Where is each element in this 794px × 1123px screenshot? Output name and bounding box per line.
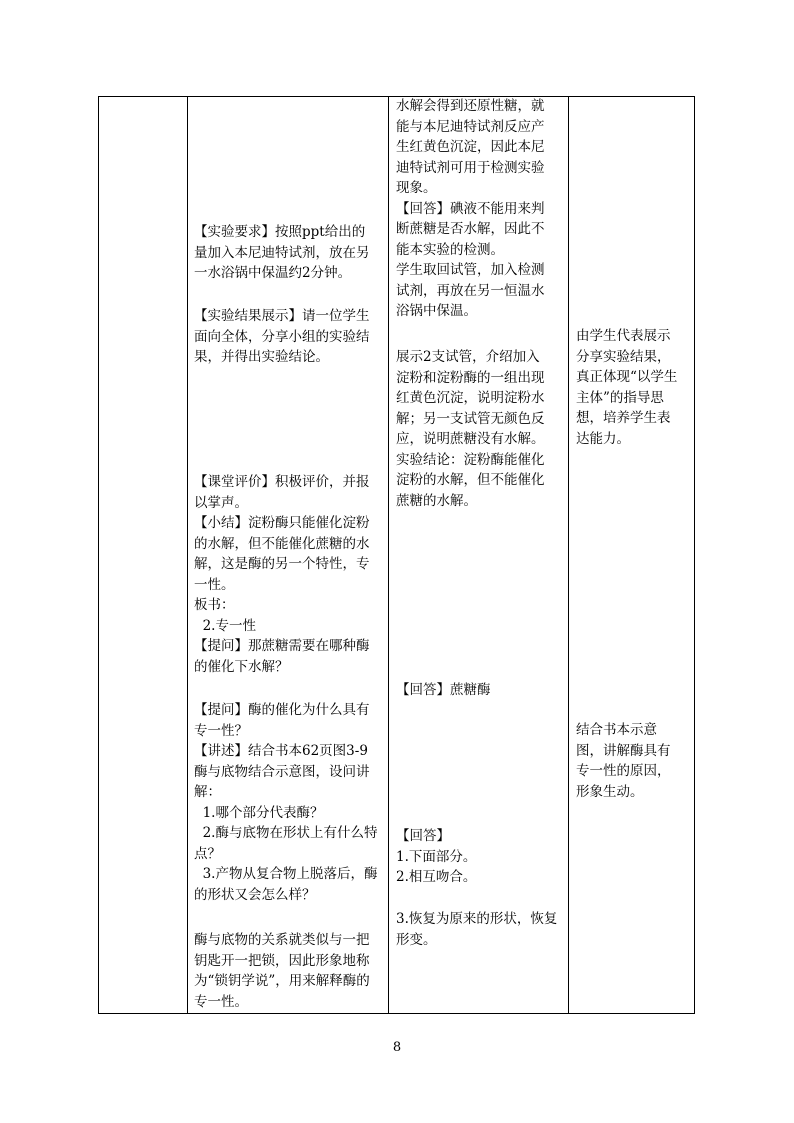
text-line: 主体”的指导思	[576, 389, 664, 406]
text-line: 2.相互吻合。	[396, 869, 477, 885]
table-divider-3	[568, 96, 569, 1014]
student-activity-group-5	[396, 909, 566, 950]
teacher-activity-group-1	[194, 222, 384, 284]
text-line: 试剂，再放在另一恒温水	[396, 282, 545, 299]
teacher-activity-group-4	[194, 700, 384, 905]
text-line: 红黄色沉淀，说明淀粉水	[396, 390, 545, 406]
text-line: 能本实验的检测。	[396, 241, 504, 258]
text-line: 专一性。	[194, 993, 248, 1010]
text-line: 板书：	[194, 597, 235, 613]
text-line: 量加入本尼迪特试剂，放在另	[194, 244, 370, 261]
text-line: 分享实验结果，	[576, 348, 671, 365]
text-line: 由学生代表展示	[576, 328, 671, 344]
text-line: 解；另一支试管无颜色反	[396, 410, 545, 427]
student-activity-group-1	[396, 96, 566, 322]
text-line: 【讲述】结合书本62页图3-9	[194, 743, 368, 759]
text-line: 的水解，但不能催化蔗糖的水	[194, 535, 370, 552]
text-line: 1.下面部分。	[396, 848, 477, 865]
text-line: 图，讲解酶具有	[576, 742, 671, 759]
text-line: 【课堂评价】积极评价，并报	[194, 474, 370, 490]
text-line: 2.酶与底物在形状上有什么特	[194, 825, 378, 841]
text-line: 实验结论：淀粉酶能催化	[396, 451, 545, 468]
text-line: 1.哪个部分代表酶？	[194, 804, 324, 821]
text-line: 达能力。	[576, 430, 630, 447]
text-line: 【实验要求】按照ppt给出的	[194, 224, 366, 240]
text-line: 果，并得出实验结论。	[194, 349, 329, 365]
text-line: 酶与底物的关系就类似与一把	[194, 932, 370, 948]
teacher-activity-group-3	[194, 472, 384, 677]
teacher-activity-group-2	[194, 306, 384, 368]
text-line: 的催化下水解？	[194, 658, 289, 675]
student-activity-group-3	[396, 680, 566, 701]
design-intent-group-1	[576, 326, 692, 449]
text-line: 为“锁钥学说”，用来解释酶的	[194, 973, 370, 989]
text-line: 浴锅中保温。	[396, 303, 477, 319]
text-line: 断蔗糖是否水解，因此不	[396, 221, 545, 237]
text-line: 结合书本示意	[576, 722, 657, 738]
table-divider-1	[187, 96, 188, 1014]
text-line: 钥匙开一把锁，因此形象地称	[194, 952, 370, 969]
text-line: 酶与底物结合示意图，设问讲	[194, 763, 370, 780]
teacher-activity-group-5	[194, 930, 384, 1012]
text-line: 一性。	[194, 576, 235, 593]
text-line: 形象生动。	[576, 783, 644, 800]
text-line: 水解会得到还原性糖，就	[396, 98, 545, 114]
table-border-left	[98, 96, 99, 1014]
text-line: 点？	[194, 845, 221, 862]
text-line: 淀粉的水解，但不能催化	[396, 472, 545, 488]
text-line: 解，这是酶的另一个特性，专	[194, 556, 370, 572]
text-line: 【回答】碘液不能用来判	[396, 200, 545, 217]
text-line: 展示2支试管，介绍加入	[396, 349, 540, 365]
text-line: 生红黄色沉淀，因此本尼	[396, 139, 545, 155]
table-divider-2	[388, 96, 389, 1014]
text-line: 解：	[194, 784, 221, 800]
text-line: 2.专一性	[194, 617, 256, 634]
text-line: 能与本尼迪特试剂反应产	[396, 118, 545, 135]
text-line: 【提问】那蔗糖需要在哪种酶	[194, 638, 370, 654]
text-line: 【回答】蔗糖酶	[396, 682, 491, 698]
text-line: 3.恢复为原来的形状，恢复	[396, 911, 558, 927]
design-intent-group-2	[576, 720, 692, 802]
text-line: 以掌声。	[194, 494, 248, 511]
text-line: 3.产物从复合物上脱落后，酶	[194, 866, 378, 882]
text-line: 【提问】酶的催化为什么具有	[194, 702, 370, 718]
text-line: 一水浴锅中保温约2分钟。	[194, 265, 352, 281]
text-line: 专一性的原因，	[576, 763, 671, 779]
text-line: 蔗糖的水解。	[396, 492, 477, 509]
text-line: 专一性？	[194, 722, 248, 739]
table-border-right	[694, 96, 695, 1014]
text-line: 淀粉和淀粉酶的一组出现	[396, 369, 545, 386]
text-line: 面向全体，分享小组的实验结	[194, 328, 370, 345]
text-line: 形变。	[396, 931, 437, 948]
text-line: 迪特试剂可用于检测实验	[396, 159, 545, 176]
text-line: 【回答】	[396, 828, 450, 844]
student-activity-group-2	[396, 347, 566, 511]
text-line: 现象。	[396, 180, 437, 196]
text-line: 的形状又会怎么样？	[194, 886, 316, 903]
student-activity-group-4	[396, 826, 566, 888]
text-line: 想，培养学生表	[576, 410, 671, 426]
text-line: 【小结】淀粉酶只能催化淀粉	[194, 515, 370, 531]
text-line: 真正体现“以学生	[576, 369, 678, 385]
page-number: 8	[392, 1040, 402, 1055]
text-line: 学生取回试管，加入检测	[396, 262, 545, 278]
text-line: 【实验结果展示】请一位学生	[194, 308, 370, 324]
text-line: 应，说明蔗糖没有水解。	[396, 431, 545, 447]
